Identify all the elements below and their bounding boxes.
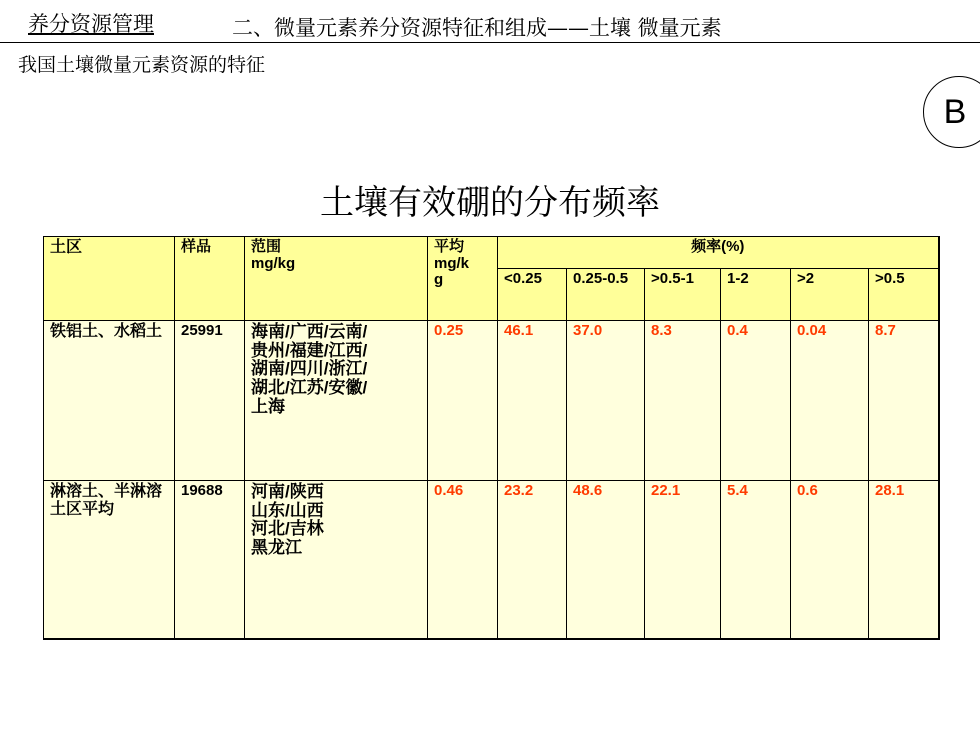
row-freq: 46.1	[498, 321, 567, 481]
header-course-title: 养分资源管理	[28, 12, 154, 36]
row-freq: 22.1	[645, 481, 721, 639]
row-region: 铁铝土、水稻土	[44, 321, 175, 481]
range-line: 山东/山西	[251, 500, 324, 520]
header-average	[428, 237, 498, 321]
range-line: 黑龙江	[251, 538, 302, 558]
header-range-label: 范围	[251, 238, 282, 255]
section-badge: B	[923, 76, 980, 148]
row-range	[245, 321, 428, 481]
range-line: 海南/广西/云南/	[251, 322, 368, 341]
row-freq: 8.7	[869, 321, 939, 481]
row-average: 0.46	[428, 481, 498, 639]
range-line: 上海	[251, 396, 285, 416]
slide-subtitle: 我国土壤微量元素资源的特征	[18, 54, 266, 76]
header-divider	[0, 42, 980, 43]
header-bin: <0.25	[498, 269, 567, 321]
row-freq: 0.04	[791, 321, 869, 481]
header-average-label: 平均	[434, 238, 465, 255]
row-freq: 48.6	[567, 481, 645, 639]
range-line: 湖南/四川/浙江/	[251, 359, 368, 379]
table-row	[44, 481, 939, 639]
header-bin: 0.25-0.5	[567, 269, 645, 321]
header-bin: >0.5-1	[645, 269, 721, 321]
row-freq: 5.4	[721, 481, 791, 639]
header-range	[245, 237, 428, 321]
range-line: 湖北/江苏/安徽/	[251, 378, 368, 398]
range-line: 河北/吉林	[251, 519, 324, 539]
header-samples: 样品	[175, 237, 245, 321]
range-line: 河南/陕西	[251, 482, 324, 501]
header-bin: >2	[791, 269, 869, 321]
row-freq: 0.4	[721, 321, 791, 481]
header-average-unit: mg/k g	[434, 254, 470, 288]
row-region: 淋溶土、半淋溶土区平均	[44, 481, 175, 639]
row-freq: 8.3	[645, 321, 721, 481]
row-samples: 25991	[175, 321, 245, 481]
row-range	[245, 481, 428, 639]
boron-frequency-table	[43, 236, 940, 640]
header-range-unit: mg/kg	[251, 254, 296, 272]
row-freq: 0.6	[791, 481, 869, 639]
row-average: 0.25	[428, 321, 498, 481]
row-freq: 28.1	[869, 481, 939, 639]
row-samples: 19688	[175, 481, 245, 639]
header-bin: 1-2	[721, 269, 791, 321]
table-header-row	[44, 237, 939, 269]
header-frequency: 频率(%)	[498, 237, 939, 269]
range-line: 贵州/福建/江西/	[251, 340, 368, 360]
slide-title: 土壤有效硼的分布频率	[320, 183, 660, 223]
row-freq: 23.2	[498, 481, 567, 639]
table-row	[44, 321, 939, 481]
header-bin: >0.5	[869, 269, 939, 321]
row-freq: 37.0	[567, 321, 645, 481]
header-section-title: 二、微量元素养分资源特征和组成——土壤 微量元素	[232, 16, 722, 40]
header-region: 土区	[44, 237, 175, 321]
